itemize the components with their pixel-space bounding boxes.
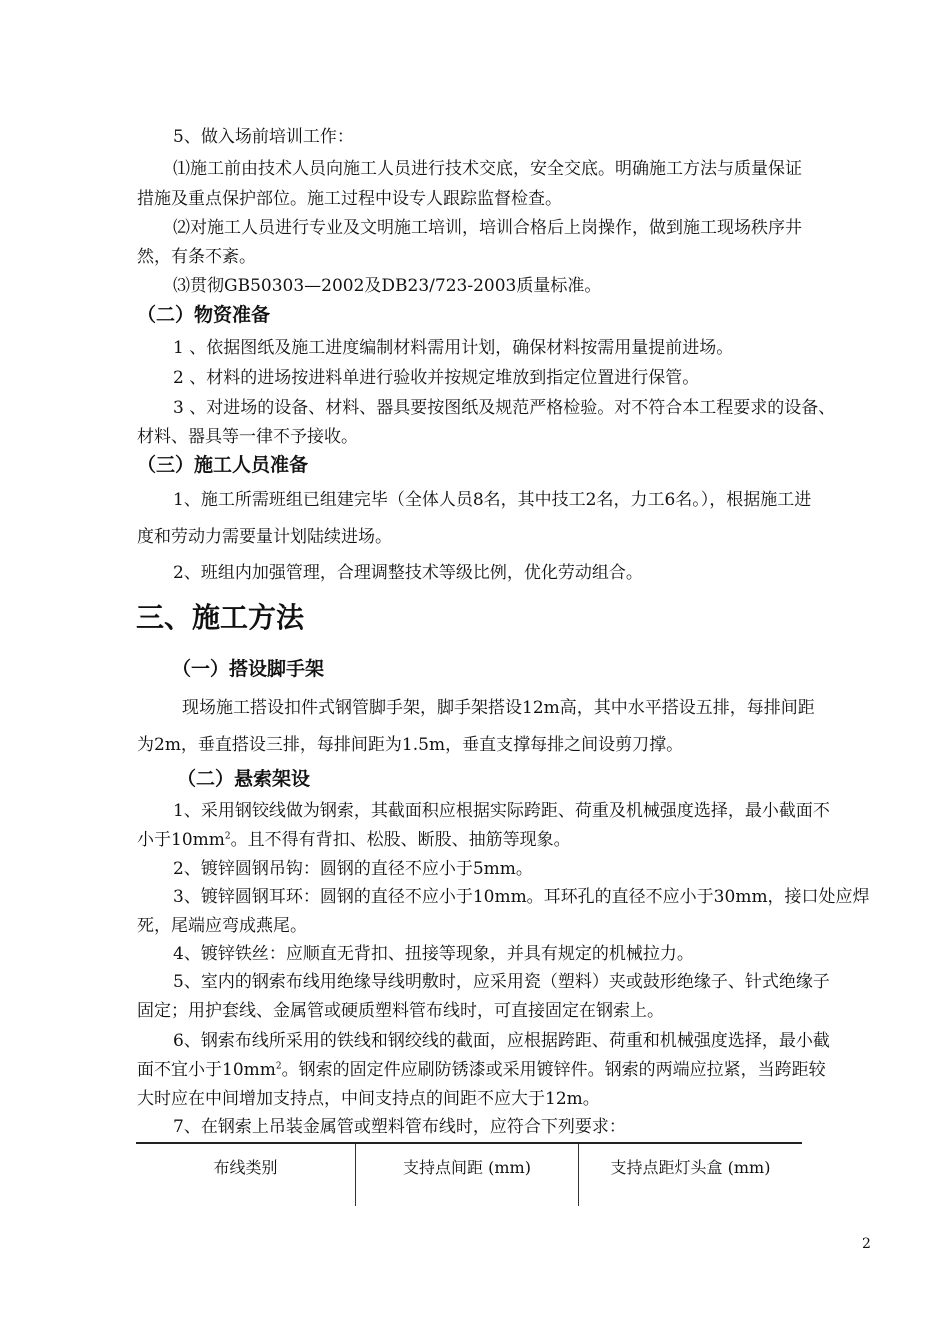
item-5-training: 5、做入场前培训工作： <box>173 127 354 147</box>
scaffold-line1: 现场施工搭设扣件式钢管脚手架，脚手架搭设12m高，其中水平搭设五排，每排间距 <box>182 698 815 718</box>
cable-item1-line1: 1、采用钢铰线做为钢索，其截面积应根据实际跨距、荷重及机械强度选择，最小截面不 <box>173 801 830 821</box>
cable-item2: 2、镀锌圆钢吊钩：圆钢的直径不应小于5mm。 <box>173 859 533 879</box>
heading-cable: （二）悬索架设 <box>177 768 311 790</box>
table-header-support-to-box: 支持点距灯头盒 (mm) <box>610 1158 771 1177</box>
training-sub2-line2: 然，有条不紊。 <box>137 247 256 267</box>
training-sub1-line2: 措施及重点保护部位。施工过程中设专人跟踪监督检查。 <box>137 189 562 209</box>
cable-item5-line2: 固定；用护套线、金属管或硬质塑料管布线时，可直接固定在钢索上。 <box>137 1001 664 1021</box>
training-sub1-line1: ⑴施工前由技术人员向施工人员进行技术交底，安全交底。明确施工方法与质量保证 <box>173 159 802 179</box>
cable-item1-line2: 小于$10mm^2$。且不得有背扣、松股、断股、抽筋等现象。 <box>137 830 571 850</box>
cable-item6-line2: 面不宜小于$10mm^2$。钢索的固定件应刷防锈漆或采用镀锌件。钢索的两端应拉紧，当跨距较 <box>137 1060 826 1080</box>
table-top-border <box>136 1142 802 1144</box>
cable-item6-line3: 大时应在中间增加支持点，中间支持点的间距不应大于12m。 <box>137 1089 600 1109</box>
heading-personnel: （三）施工人员准备 <box>137 454 309 476</box>
chapter-3-heading: 三、施工方法 <box>136 601 305 634</box>
scaffold-line2: 为2m，垂直搭设三排，每排间距为1.5m，垂直支撑每排之间设剪刀撑。 <box>137 735 684 755</box>
cable-item3-line2: 死，尾端应弯成燕尾。 <box>137 916 307 936</box>
page-number: 2 <box>862 1236 871 1252</box>
materials-item3-line2: 材料、器具等一律不予接收。 <box>137 427 358 447</box>
cable-item4: 4、镀锌铁丝：应顺直无背扣、扭接等现象，并具有规定的机械拉力。 <box>173 944 694 964</box>
personnel-item2: 2、班组内加强管理，合理调整技术等级比例，优化劳动组合。 <box>173 563 643 583</box>
personnel-item1-line2: 度和劳动力需要量计划陆续进场。 <box>137 527 392 547</box>
table-header-support-spacing: 支持点间距 (mm) <box>403 1158 531 1177</box>
heading-scaffold: （一）搭设脚手架 <box>172 658 325 680</box>
training-sub2-line1: ⑵对施工人员进行专业及文明施工培训，培训合格后上岗操作，做到施工现场秩序井 <box>173 218 802 238</box>
materials-item2: 2 、材料的进场按进料单进行验收并按规定堆放到指定位置进行保管。 <box>173 368 700 388</box>
cable-item3-line1: 3、镀锌圆钢耳环：圆钢的直径不应小于10mm。耳环孔的直径不应小于30mm，接口处应焊 <box>173 887 870 907</box>
personnel-item1-line1: 1、施工所需班组已组建完毕（全体人员8名，其中技工2名，力工6名。），根据施工进 <box>173 490 812 510</box>
table-header-wiring-type: 布线类别 <box>213 1158 278 1177</box>
cable-item6-line1: 6、钢索布线所采用的铁线和钢绞线的截面，应根据跨距、荷重和机械强度选择，最小截 <box>173 1031 830 1051</box>
cable-item5-line1: 5、室内的钢索布线用绝缘导线明敷时，应采用瓷（塑料）夹或鼓形绝缘子、针式绝缘子 <box>173 972 830 992</box>
training-sub3: ⑶贯彻GB50303—2002及DB23/723-2003质量标准。 <box>173 276 602 296</box>
support-spacing-table <box>136 1142 802 1206</box>
materials-item3-line1: 3 、对进场的设备、材料、器具要按图纸及规范严格检验。对不符合本工程要求的设备、 <box>173 398 836 418</box>
heading-materials: （二）物资准备 <box>137 304 271 326</box>
materials-item1: 1 、依据图纸及施工进度编制材料需用计划，确保材料按需用量提前进场。 <box>173 338 734 358</box>
cable-item7: 7、在钢索上吊装金属管或塑料管布线时，应符合下列要求： <box>173 1117 626 1137</box>
